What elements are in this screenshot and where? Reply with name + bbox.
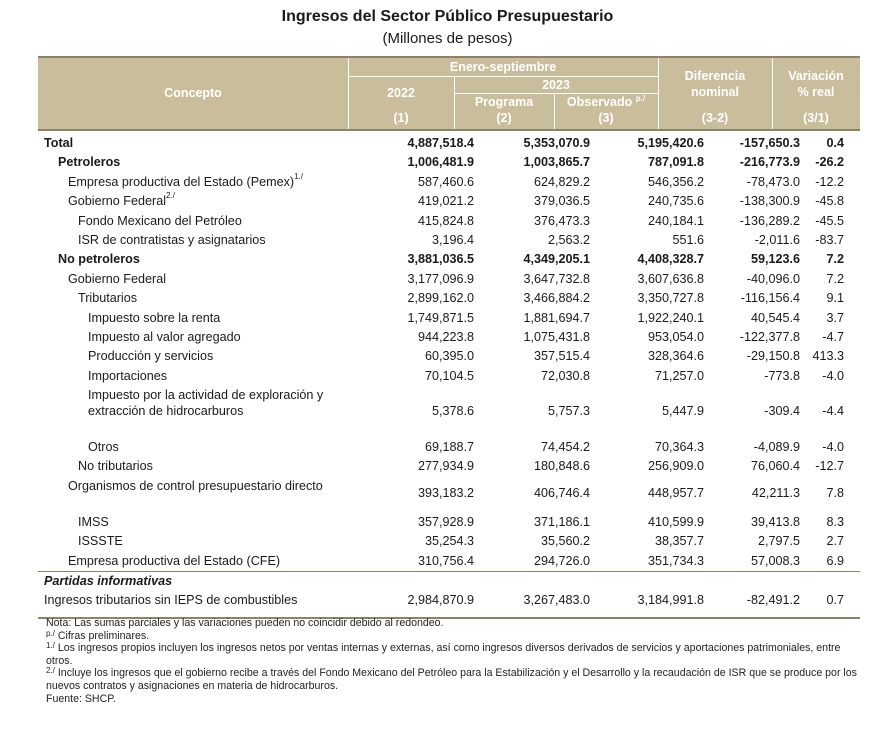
header-year-2022-num: (1) <box>393 111 409 125</box>
table-row <box>38 250 860 269</box>
header-diferencia-num: (3-2) <box>701 111 729 125</box>
header-year-2023: 2023 <box>542 78 570 92</box>
cell-programa: 376,473.3 <box>533 213 590 228</box>
cell-2022: 3,177,096.9 <box>407 271 474 286</box>
cell-diferencia: 57,008.3 <box>750 553 800 568</box>
header-divider <box>454 93 658 94</box>
row-label: ISR de contratistas y asignatarios <box>78 232 266 247</box>
row-label: IMSS <box>78 514 109 529</box>
row-label: Producción y servicios <box>88 349 214 364</box>
row-label: Impuesto al valor agregado <box>88 329 241 344</box>
table-row <box>38 457 860 476</box>
cell-variacion: 0.4 <box>826 136 844 150</box>
row-label: Fondo Mexicano del Petróleo <box>78 213 242 228</box>
cell-2022: 60,395.0 <box>424 349 474 364</box>
cell-observado: 71,257.0 <box>654 368 704 383</box>
cell-observado: 240,184.1 <box>647 213 704 228</box>
note-rounding: Nota: Las sumas parciales y las variaciones pueden no coincidir debido al redondeo. <box>46 617 444 629</box>
cell-variacion: -45.5 <box>815 213 844 228</box>
table-row <box>38 270 860 289</box>
header-periodo: Enero-septiembre <box>449 60 557 74</box>
note-preliminary: $^{p./}$ Cifras preliminares. <box>46 628 150 642</box>
table-row <box>38 367 860 386</box>
cell-diferencia: -122,377.8 <box>739 329 800 344</box>
cell-programa: 180,848.6 <box>533 459 590 474</box>
header-observado-num: (3) <box>598 111 614 125</box>
cell-observado: 3,607,636.8 <box>637 271 704 286</box>
table-row <box>38 328 860 347</box>
row-label: Tributarios <box>78 291 138 306</box>
header-observado: Observado $^{p./}$ <box>566 94 646 109</box>
row-label: ISSSTE <box>78 534 123 549</box>
table-row <box>38 591 860 610</box>
table-row <box>38 231 860 250</box>
table-row <box>38 477 860 513</box>
cell-observado: 546,356.2 <box>647 174 704 189</box>
cell-diferencia: -78,473.0 <box>746 174 800 189</box>
cell-diferencia: -116,156.4 <box>740 291 800 306</box>
cell-variacion: 3.7 <box>826 310 844 325</box>
cell-variacion: -4.7 <box>822 329 844 344</box>
cell-programa: 624,829.2 <box>533 174 590 189</box>
header-divider <box>348 76 658 77</box>
table-row <box>38 438 860 457</box>
table-row <box>38 552 860 571</box>
cell-2022: 357,928.9 <box>417 514 474 529</box>
header-variacion-num: (3/1) <box>803 111 829 125</box>
cell-observado: 551.6 <box>672 232 704 247</box>
cell-programa: 406,746.4 <box>533 485 590 500</box>
cell-diferencia: 76,060.4 <box>750 459 800 474</box>
header-year-2022: 2022 <box>387 86 415 100</box>
cell-2022: 69,188.7 <box>424 440 474 455</box>
cell-observado: 38,357.7 <box>654 534 704 549</box>
cell-diferencia: 42,211.3 <box>751 485 800 500</box>
row-label: Gobierno Federal <box>68 271 167 286</box>
cell-observado: 328,364.6 <box>647 349 704 364</box>
header-real: % real <box>797 85 835 99</box>
cell-2022: 35,254.3 <box>424 534 474 549</box>
cell-programa: 72,030.8 <box>540 368 590 383</box>
table-row <box>38 192 860 211</box>
report-subtitle: (Millones de pesos) <box>382 30 513 47</box>
cell-2022: 393,183.2 <box>417 485 474 500</box>
row-label: Total <box>44 136 74 150</box>
table-row <box>38 212 860 231</box>
table-row <box>38 572 860 591</box>
cell-2022: 70,104.5 <box>424 368 474 383</box>
cell-2022: 5,378.6 <box>431 404 474 419</box>
cell-diferencia: -216,773.9 <box>739 155 800 170</box>
row-label: Gobierno Federal$^{2./}$ <box>68 191 175 209</box>
cell-diferencia: -136,289.2 <box>739 213 800 228</box>
cell-diferencia: 40,545.4 <box>750 310 800 325</box>
cell-observado: 256,909.0 <box>647 459 704 474</box>
cell-variacion: -45.8 <box>815 194 844 209</box>
cell-diferencia: -773.8 <box>764 368 800 383</box>
row-label: Organismos de control presupuestario directo <box>68 478 323 493</box>
cell-variacion: -26.2 <box>815 155 844 170</box>
footnotes <box>46 617 866 705</box>
cell-observado: 4,408,328.7 <box>637 252 704 267</box>
cell-observado: 953,054.0 <box>647 329 704 344</box>
table-row <box>38 386 860 438</box>
row-label: No petroleros <box>58 252 140 267</box>
cell-diferencia: -157,650.3 <box>739 136 800 150</box>
header-nominal: nominal <box>691 85 739 99</box>
table-row <box>38 173 860 192</box>
cell-2022: 3,196.4 <box>431 232 474 247</box>
header-programa: Programa <box>474 95 534 109</box>
cell-variacion: 0.7 <box>826 593 844 608</box>
cell-variacion: -4.4 <box>822 404 844 419</box>
cell-variacion: 6.9 <box>826 553 844 568</box>
cell-programa: 4,349,205.1 <box>523 252 590 267</box>
row-label: Importaciones <box>88 368 168 383</box>
cell-variacion: 413.3 <box>812 349 844 364</box>
row-label: Petroleros <box>58 155 121 170</box>
cell-diferencia: 59,123.6 <box>750 252 800 267</box>
row-label: Empresa productiva del Estado (CFE) <box>68 553 281 568</box>
cell-2022: 415,824.8 <box>417 213 474 228</box>
cell-2022: 2,899,162.0 <box>407 291 474 306</box>
cell-diferencia: -138,300.9 <box>739 194 800 209</box>
cell-variacion: 7.2 <box>826 271 844 286</box>
cell-programa: 3,466,884.2 <box>523 291 590 306</box>
cell-observado: 351,734.3 <box>647 553 704 568</box>
table-row <box>38 134 860 153</box>
cell-2022: 419,021.2 <box>417 194 474 209</box>
cell-variacion: -12.2 <box>815 174 844 189</box>
cell-2022: 587,460.6 <box>417 174 474 189</box>
note-2: $^{2./}$ Incluye los ingresos que el gobierno recibe a través del Fondo Mexicano del Petróleo para la Estabilización y el Desarrollo y la recaudación de ISR que se produce por los nuevos contratos y asignaciones en materia de hidrocarburos. <box>46 666 857 692</box>
table-body <box>38 131 860 619</box>
cell-programa: 74,454.2 <box>540 440 590 455</box>
row-label: Ingresos tributarios sin IEPS de combustibles <box>44 593 298 608</box>
cell-diferencia: -309.4 <box>764 404 800 419</box>
cell-variacion: -12.7 <box>815 459 844 474</box>
cell-observado: 410,599.9 <box>647 514 704 529</box>
cell-variacion: 7.2 <box>826 252 844 267</box>
cell-diferencia: -4,089.9 <box>753 440 800 455</box>
header-diferencia: Diferencia <box>684 69 746 83</box>
row-label: No tributarios <box>78 459 153 474</box>
cell-variacion: -83.7 <box>815 232 844 247</box>
table-row <box>38 309 860 328</box>
cell-2022: 4,887,518.4 <box>407 136 474 150</box>
cell-programa: 3,647,732.8 <box>523 271 590 286</box>
cell-2022: 1,006,481.9 <box>407 155 474 170</box>
row-label: Impuesto por la actividad de exploración y extracción de hidrocarburos <box>88 388 324 418</box>
cell-observado: 5,447.9 <box>661 404 704 419</box>
cell-2022: 944,223.8 <box>417 329 474 344</box>
cell-diferencia: -29,150.8 <box>746 349 800 364</box>
cell-observado: 787,091.8 <box>647 155 704 170</box>
cell-variacion: 9.1 <box>826 291 844 306</box>
cell-programa: 1,881,694.7 <box>523 310 590 325</box>
cell-diferencia: -2,011.6 <box>754 232 800 247</box>
cell-2022: 310,756.4 <box>417 553 474 568</box>
cell-programa: 2,563.2 <box>547 232 590 247</box>
note-1: $^{1./}$ Los ingresos propios incluyen los ingresos netos por ventas internas y externas, así como ingresos diversos derivados de servicios y aportaciones patrimoniales, entre otros. <box>46 641 841 667</box>
revenue-table <box>38 56 860 619</box>
cell-programa: 294,726.0 <box>533 553 590 568</box>
cell-programa: 35,560.2 <box>540 534 590 549</box>
cell-2022: 2,984,870.9 <box>407 593 474 608</box>
cell-variacion: -4.0 <box>822 440 844 455</box>
cell-programa: 1,075,431.8 <box>523 329 590 344</box>
section-label: Partidas informativas <box>44 574 173 589</box>
header-concepto: Concepto <box>164 86 222 100</box>
cell-2022: 277,934.9 <box>417 459 474 474</box>
report-title: Ingresos del Sector Público Presupuestario <box>281 8 614 25</box>
cell-programa: 5,757.3 <box>547 404 590 419</box>
table-row <box>38 532 860 551</box>
row-label: Empresa productiva del Estado (Pemex)$^{1./}$ <box>68 171 303 189</box>
cell-programa: 3,267,483.0 <box>523 593 590 608</box>
cell-observado: 240,735.6 <box>647 194 704 209</box>
table-row <box>38 513 860 532</box>
cell-variacion: 7.8 <box>826 485 844 500</box>
cell-programa: 5,353,070.9 <box>523 136 590 150</box>
row-label: Otros <box>88 440 119 455</box>
cell-programa: 357,515.4 <box>533 349 590 364</box>
cell-2022: 3,881,036.5 <box>407 252 474 267</box>
cell-observado: 3,184,991.8 <box>637 593 704 608</box>
cell-programa: 379,036.5 <box>533 194 590 209</box>
header-programa-num: (2) <box>496 111 512 125</box>
cell-variacion: -4.0 <box>822 368 844 383</box>
cell-observado: 1,922,240.1 <box>637 310 704 325</box>
table-row <box>38 289 860 308</box>
note-source: Fuente: SHCP. <box>46 692 116 705</box>
row-label: Impuesto sobre la renta <box>88 310 221 325</box>
cell-programa: 371,186.1 <box>533 514 590 529</box>
cell-observado: 3,350,727.8 <box>637 291 704 306</box>
cell-observado: 70,364.3 <box>654 440 704 455</box>
cell-observado: 448,957.7 <box>647 485 704 500</box>
cell-diferencia: 39,413.8 <box>750 514 800 529</box>
cell-diferencia: -82,491.2 <box>746 593 800 608</box>
cell-diferencia: 2,797.5 <box>757 534 800 549</box>
cell-variacion: 2.7 <box>826 534 844 549</box>
cell-variacion: 8.3 <box>826 514 844 529</box>
cell-observado: 5,195,420.6 <box>637 136 704 150</box>
cell-diferencia: -40,096.0 <box>746 271 800 286</box>
cell-programa: 1,003,865.7 <box>523 155 590 170</box>
table-row <box>38 347 860 366</box>
table-row <box>38 153 860 172</box>
cell-2022: 1,749,871.5 <box>407 310 474 325</box>
header-variacion: Variación <box>788 69 844 83</box>
table-header <box>38 56 860 131</box>
